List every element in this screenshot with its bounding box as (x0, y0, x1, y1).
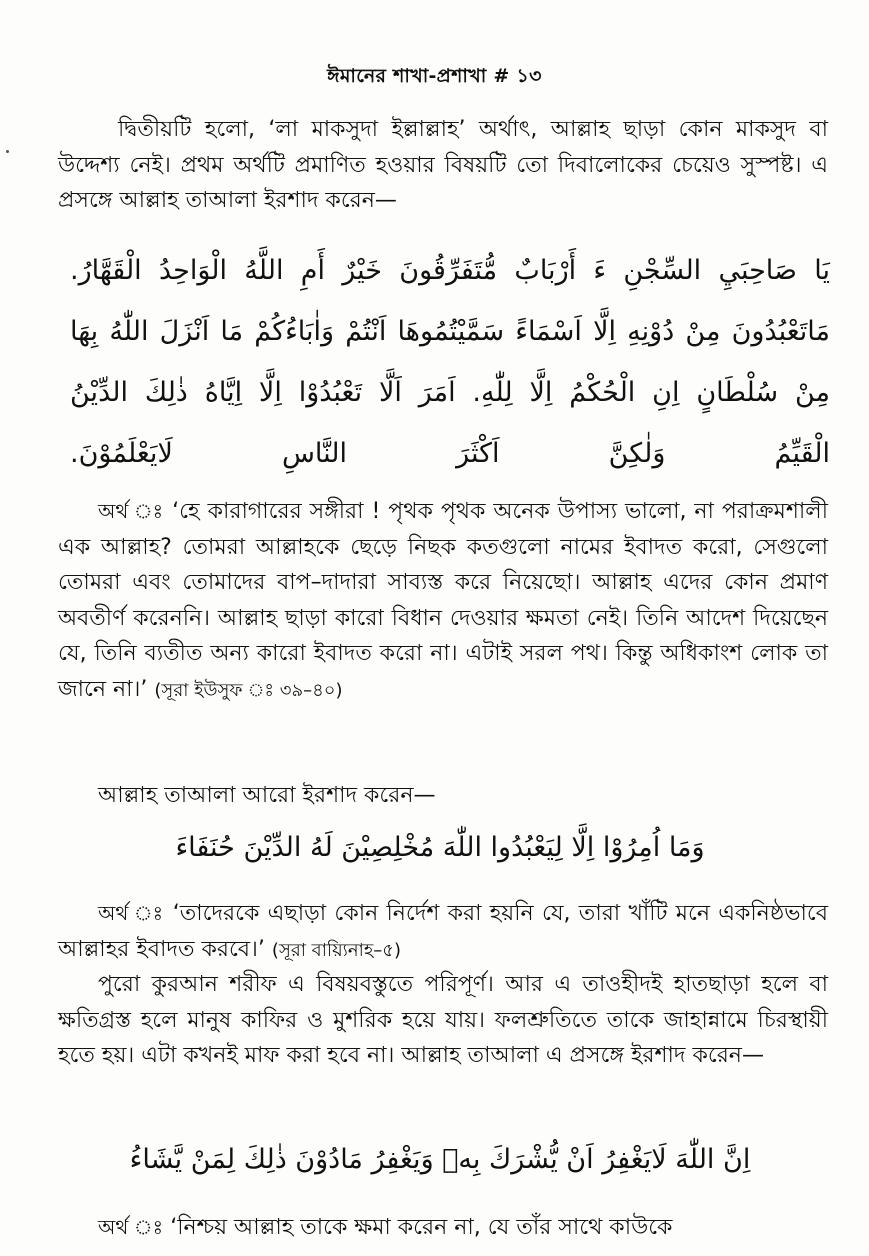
meaning-label: অর্থ ঃ (98, 1215, 164, 1239)
arabic-verse-nisa: اِنَّ اللّٰهَ لَايَغْفِرُ اَنْ يُّشْرَكَ بِهٖ وَيَغْفِرُ مَادُوْنَ ذٰلِكَ لِمَنْ يَّشَاءُ (129, 1144, 751, 1175)
arabic-line: مَاتَعْبُدُونَ مِنْ دُوْنِهِ اِلَّا اَسْمَاءً سَمَّيْتُمُوهَا اَنْتُمْ وَاٰبَاءُكُمْ مَا اَنْزَلَ اللّٰهُ بِهَا (70, 316, 830, 347)
arabic-verse-yusuf (70, 240, 830, 484)
translation-yusuf (58, 494, 828, 708)
arabic-line: يَا صَاحِبَيِ السِّجْنِ ءَ أَرْبَابٌ مُّتَفَرِّقُونَ خَيْرٌ أَمِ اللَّهُ الْوَاحِدُ الْقَهَّارُ. (70, 255, 830, 286)
surah-reference: (সূরা ইউসুফ ঃ ৩৯–৪০) (154, 679, 343, 701)
running-header: ঈমানের শাখা-প্রশাখা # ১৩ (327, 65, 542, 87)
arabic-line: الْقَيِّمُ وَلٰكِنَّ اَكْثَرَ النَّاسِ لَايَعْلَمُوْنَ. (70, 438, 830, 469)
meaning-label: অর্থ ঃ (98, 901, 165, 925)
surah-reference: (সূরা বায়্যিনাহ–৫) (271, 939, 402, 961)
translation-text: ‘তাদেরকে এছাড়া কোন নির্দেশ করা হয়নি যে, তারা খাঁটি মনে একনিষ্ঠভাবে আল্লাহর ইবাদত করবে।’ (58, 901, 829, 962)
paragraph-intro: দ্বিতীয়টি হলো, ‘লা মাকসুদা ইল্লাল্লাহ’ অর্থাৎ, আল্লাহ ছাড়া কোন মাকসুদ বা উদ্দেশ্য নেই। প্রথম অর্থটি প্রমাণিত হওয়ার বিষয়টি তো দিবালোকের চেয়েও সুস্পষ্ট। এ প্রসঙ্গে আল্লাহ তাআলা ইরশাদ করেন— (58, 117, 828, 213)
translation-bayyinah (58, 896, 828, 968)
translation-text: ‘হে কারাগারের সঙ্গীরা ! পৃথক পৃথক অনেক উপাস্য ভালো, না পরাক্রমশালী এক আল্লাহ? তোমরা আল্লাহকে ছেড়ে নিছক কতগুলো নামের ইবাদত করো, সেগুলো তোমরা এবং তোমাদের বাপ–দাদারা সাব্যস্ত করে নিয়েছো। আল্লাহ এদের কোন প্রমাণ অবতীর্ণ করেননি। আল্লাহ ছাড়া কারো বিধান দেওয়ার ক্ষমতা নেই। তিনি আদেশ দিয়েছেন যে, তিনি ব্যতীত অন্য কারো ইবাদত করো না। এটাই সরল পথ। কিন্তু অধিকাংশ লোক তা জানে না।’ (58, 499, 828, 702)
translation-nisa (58, 1210, 828, 1246)
arabic-verse-bayyinah: وَمَا اُمِرُوْا اِلَّا لِيَعْبُدُوا اللّٰهَ مُخْلِصِيْنَ لَهُ الدِّيْنَ حُنَفَاءَ (175, 832, 705, 863)
paragraph-tawhid: পুরো কুরআন শরীফ এ বিষয়বস্তুতে পরিপূর্ণ। আর এ তাওহীদই হাতছাড়া হলে বা ক্ষতিগ্রস্ত হলে মানুষ কাফির ও মুশরিক হয়ে যায়। ফলশ্রুতিতে তাকে জাহান্নামে চিরস্থায়ী হতে হয়। এটা কখনই মাফ করা হবে না। আল্লাহ তাআলা এ প্রসঙ্গে ইরশাদ করেন— (58, 972, 828, 1068)
arabic-line: مِنْ سُلْطَانٍ اِنِ الْحُكْمُ اِلَّا لِلّٰهِ. اَمَرَ اَلَّا تَعْبُدُوْا اِلَّا اِيَّاهُ ذٰلِكَ الدِّيْنُ (70, 377, 830, 408)
meaning-label: অর্থ ঃ (98, 499, 165, 523)
translation-text: ‘নিশ্চয় আল্লাহ তাকে ক্ষমা করেন না, যে তাঁর সাথে কাউকে (170, 1215, 673, 1240)
paragraph-intro-2: আল্লাহ তাআলা আরো ইরশাদ করেন— (98, 783, 436, 808)
scan-speck (6, 150, 9, 153)
